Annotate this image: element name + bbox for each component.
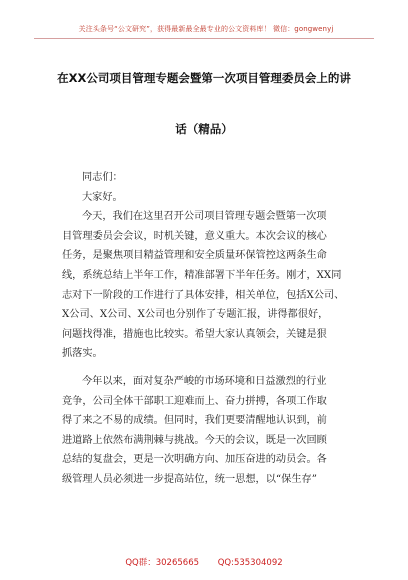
qq-number: QQ:535304092 xyxy=(217,558,283,568)
salutation: 大家好。 xyxy=(82,191,123,203)
paragraph-line: 得了来之不易的成绩。但同时，我们更要清醒地认识到，前 xyxy=(62,415,327,427)
paragraph-2 xyxy=(62,372,354,490)
page-footer xyxy=(0,556,408,568)
header-note: 关注头条号“公文研究”，获得最新最全最专业的公文资料库！ 微信：gongwenyj xyxy=(78,25,334,33)
paragraph-gap xyxy=(62,364,354,372)
paragraph-line: 线，系统总结上半年工作，精准部署下半年任务。刚才，XX同 xyxy=(62,269,342,281)
document-body xyxy=(62,168,354,490)
document-title-line-2: 话（精品） xyxy=(175,122,233,136)
paragraph-1 xyxy=(62,207,354,364)
page-header xyxy=(0,0,408,44)
paragraph-line: 抓落实。 xyxy=(62,348,103,360)
header-divider xyxy=(34,38,374,39)
paragraph-line: 今年以来，面对复杂严峻的市场环境和日益激烈的行业 xyxy=(82,375,327,387)
paragraph-line: 进道路上依然布满荆棘与挑战。今天的会议，既是一次回顾 xyxy=(62,434,327,446)
paragraph-line: 目管理委员会会议，时机关键，意义重大。本次会议的核心 xyxy=(62,230,327,242)
paragraph-line: 任务，是聚焦项目精益管理和安全质量环保管控这两条生命 xyxy=(62,250,327,262)
paragraph-line: 竞争，公司全体干部职工迎难而上、奋力拼搏，各项工作取 xyxy=(62,395,327,407)
greeting: 同志们： xyxy=(82,172,123,183)
paragraph-line: 问题找得准，措施也比较实。希望大家认真领会，关键是狠 xyxy=(62,328,327,340)
paragraph-line: 志对下一阶段的工作进行了具体安排，相关单位，包括X公司、 xyxy=(62,289,345,301)
qq-group-number: QQ群：30265665 xyxy=(125,558,200,568)
paragraph-line: 今天，我们在这里召开公司项目管理专题会暨第一次项 xyxy=(82,211,327,223)
paragraph-line: 总结的复盘会，更是一次明确方向、加压奋进的动员会。各 xyxy=(62,454,327,466)
document-title-line-1: 在XX公司项目管理专题会暨第一次项目管理委员会上的讲 xyxy=(57,71,351,85)
paragraph-line: X公司、X公司、X公司也分别作了专题汇报，讲得都很好， xyxy=(62,309,329,321)
paragraph-line: 级管理人员必须进一步提高站位，统一思想，以“保生存” xyxy=(62,473,317,485)
